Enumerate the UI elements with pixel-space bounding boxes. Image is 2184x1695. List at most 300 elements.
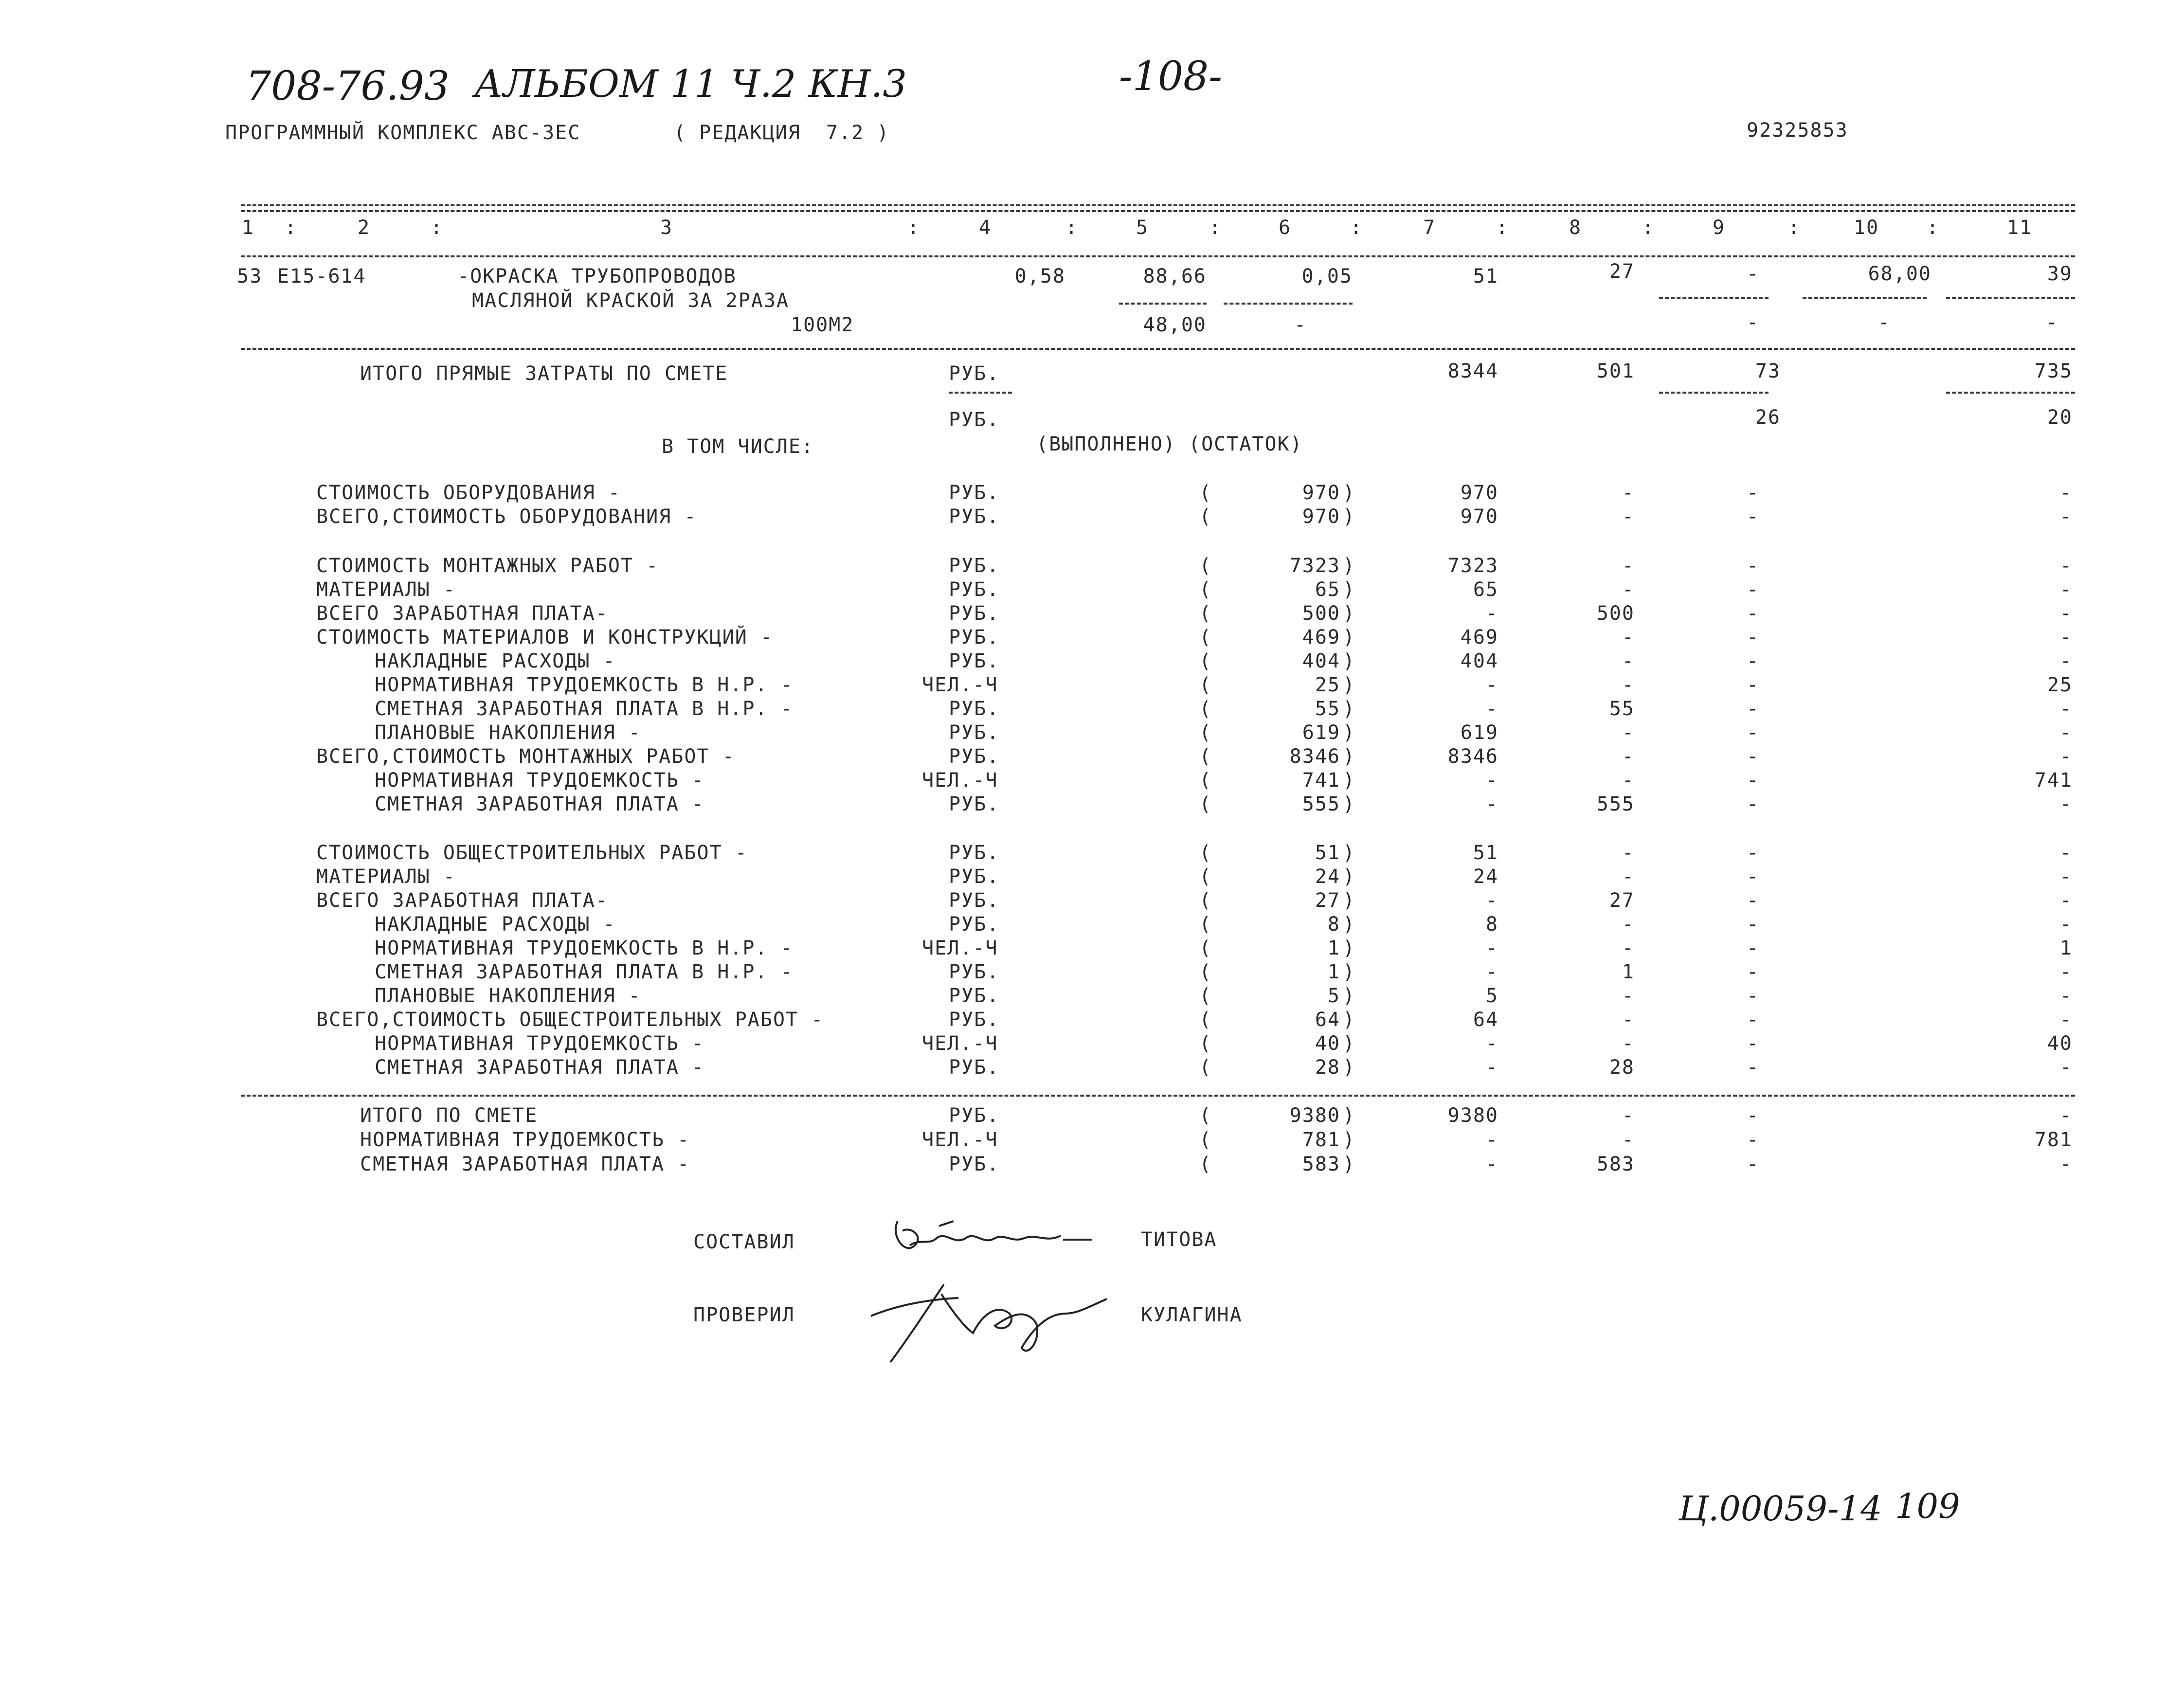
row-col8: - (1622, 937, 1635, 959)
paren-open: ( (1199, 1153, 1212, 1175)
column-number: 3 (660, 216, 673, 239)
paren-open: ( (1199, 1129, 1212, 1151)
row-col7: 9380 (1447, 1104, 1498, 1127)
column-separator: : (1065, 216, 1079, 239)
row-label: СМЕТНАЯ ЗАРАБОТНАЯ ПЛАТА - (375, 1056, 705, 1079)
row-col9: - (1747, 1104, 1760, 1127)
direct-costs-label: ИТОГО ПРЯМЫЕ ЗАТРАТЫ ПО СМЕТЕ (360, 362, 728, 385)
item-name-line1: -ОКРАСКА ТРУБОПРОВОДОВ (457, 265, 737, 288)
row-col11: - (2059, 505, 2073, 528)
row-col8: - (1622, 913, 1635, 936)
row-paren-value: 55 (1315, 698, 1340, 720)
done-rest-header: (ВЫПОЛНЕНО) (ОСТАТОК) (1036, 433, 1303, 455)
paren-open: ( (1199, 1104, 1212, 1127)
row-col11: - (2059, 866, 2073, 888)
column-separator: : (907, 216, 921, 239)
item-col7: 51 (1473, 265, 1498, 288)
row-paren-value: 8 (1327, 913, 1340, 936)
handwritten-code: 708-76.93 (246, 63, 450, 109)
row-col9: - (1747, 937, 1760, 959)
paren-close: ) (1343, 937, 1356, 959)
row-paren-value: 1 (1327, 961, 1340, 983)
paren-close: ) (1343, 1129, 1356, 1151)
row-col7: - (1485, 889, 1498, 912)
row-col9: - (1747, 650, 1760, 672)
paren-close: ) (1343, 769, 1356, 792)
item-quantity: 0,58 (1014, 265, 1065, 288)
paren-open: ( (1199, 698, 1212, 720)
paren-close: ) (1343, 1032, 1356, 1055)
row-label: СТОИМОСТЬ МАТЕРИАЛОВ И КОНСТРУКЦИЙ - (316, 626, 773, 649)
paren-open: ( (1199, 626, 1212, 649)
item-col11: 39 (2047, 263, 2073, 285)
row-col9: - (1747, 793, 1760, 815)
handwritten-footer-number: 109 (1895, 1486, 1960, 1526)
paren-close: ) (1343, 985, 1356, 1007)
row-unit: РУБ. (949, 505, 1000, 528)
row-col9: - (1747, 482, 1760, 504)
row-col11: - (2059, 889, 2073, 912)
row-paren-value: 970 (1302, 505, 1340, 528)
column-separator: : (1642, 216, 1655, 239)
row-col9: - (1747, 505, 1760, 528)
handwritten-footer-code: Ц.00059-14 (1679, 1489, 1882, 1529)
column-separator: : (1927, 216, 1940, 239)
row-paren-value: 469 (1302, 626, 1340, 649)
row-paren-value: 1 (1327, 937, 1340, 959)
row-col8: - (1622, 1009, 1635, 1031)
row-col8: 55 (1609, 698, 1635, 720)
row-paren-value: 781 (1302, 1129, 1340, 1151)
row-col11: - (2059, 1056, 2073, 1079)
row-col9: - (1747, 842, 1760, 864)
row-col9: - (1747, 1153, 1760, 1175)
row-label: НОРМАТИВНАЯ ТРУДОЕМКОСТЬ В Н.Р. - (375, 674, 794, 696)
paren-close: ) (1343, 913, 1356, 936)
row-col8: - (1622, 1032, 1635, 1055)
paren-open: ( (1199, 793, 1212, 815)
row-col7: 51 (1473, 842, 1498, 864)
row-col11: - (2059, 1153, 2073, 1175)
row-label: НОРМАТИВНАЯ ТРУДОЕМКОСТЬ - (360, 1129, 690, 1151)
row-col11: - (2059, 793, 2073, 815)
row-col7: - (1485, 602, 1498, 625)
row-col8: - (1622, 650, 1635, 672)
row-unit: ЧЕЛ.-Ч (922, 769, 998, 792)
row-unit: РУБ. (949, 555, 1000, 577)
paren-open: ( (1199, 650, 1212, 672)
row-col7: 65 (1473, 578, 1498, 601)
paren-close: ) (1343, 578, 1356, 601)
row-unit: РУБ. (949, 626, 1000, 649)
item-bottom-rule (241, 348, 2075, 350)
row-label: ВСЕГО,СТОИМОСТЬ ОБОРУДОВАНИЯ - (316, 505, 697, 528)
column-separator: : (1350, 216, 1363, 239)
item-col6: 0,05 (1301, 265, 1353, 288)
col11-divider (1946, 392, 2075, 394)
row-unit: РУБ. (949, 866, 1000, 888)
row-label: НОРМАТИВНАЯ ТРУДОЕМКОСТЬ В Н.Р. - (375, 937, 794, 959)
row-col7: 24 (1473, 866, 1498, 888)
paren-close: ) (1343, 602, 1356, 625)
paren-close: ) (1343, 698, 1356, 720)
row-col8: 27 (1609, 889, 1635, 912)
row-col8: - (1622, 866, 1635, 888)
column-number: 2 (358, 216, 371, 239)
row-paren-value: 555 (1302, 793, 1340, 815)
paren-open: ( (1199, 745, 1212, 768)
row-col8: - (1622, 578, 1635, 601)
item-col9: - (1747, 263, 1760, 285)
row-col9: - (1747, 961, 1760, 983)
row-unit: РУБ. (949, 1009, 1000, 1031)
composed-name: ТИТОВА (1141, 1228, 1217, 1251)
handwritten-album: АЛЬБОМ 11 Ч.2 КН.3 (474, 62, 907, 106)
item-number: 53 (237, 265, 263, 288)
row-col8: - (1622, 674, 1635, 696)
column-number: 8 (1569, 216, 1582, 239)
row-col11: 781 (2034, 1129, 2073, 1151)
item-col11-lower: - (2046, 311, 2059, 334)
item-col6-lower: - (1294, 314, 1307, 336)
paren-close: ) (1343, 1104, 1356, 1127)
row-label: СТОИМОСТЬ ОБОРУДОВАНИЯ - (316, 482, 621, 504)
direct-costs-col9: 73 (1755, 360, 1781, 382)
unit-divider (949, 392, 1012, 394)
row-col9: - (1747, 602, 1760, 625)
row-col7: - (1485, 674, 1498, 696)
row-unit: РУБ. (949, 889, 1000, 912)
paren-open: ( (1199, 842, 1212, 864)
direct-costs-col7: 8344 (1447, 360, 1498, 382)
row-col11: - (2059, 650, 2073, 672)
paren-open: ( (1199, 482, 1212, 504)
paren-open: ( (1199, 1056, 1212, 1079)
row-col11: - (2059, 626, 2073, 649)
row-paren-value: 7323 (1289, 555, 1340, 577)
handwritten-page-number: -108- (1119, 54, 1222, 100)
row-col8: - (1622, 1104, 1635, 1127)
row-col9: - (1747, 698, 1760, 720)
row-paren-value: 51 (1315, 842, 1340, 864)
program-edition: ( РЕДАКЦИЯ 7.2 ) (674, 122, 890, 144)
row-unit: ЧЕЛ.-Ч (922, 1032, 998, 1055)
direct-costs-unit-2: РУБ. (949, 409, 1000, 431)
row-col7: - (1485, 793, 1498, 815)
row-col8: - (1622, 505, 1635, 528)
item-col10-lower: - (1878, 311, 1891, 334)
row-col11: - (2059, 555, 2073, 577)
column-number: 1 (242, 216, 255, 239)
paren-close: ) (1343, 650, 1356, 672)
paren-open: ( (1199, 1032, 1212, 1055)
row-col11: - (2059, 482, 2073, 504)
paren-close: ) (1343, 674, 1356, 696)
column-number: 4 (979, 216, 992, 239)
row-paren-value: 970 (1302, 482, 1340, 504)
row-label: СМЕТНАЯ ЗАРАБОТНАЯ ПЛАТА В Н.Р. - (375, 961, 794, 983)
paren-close: ) (1343, 1056, 1356, 1079)
row-col7: - (1485, 1032, 1498, 1055)
row-unit: РУБ. (949, 1104, 1000, 1127)
row-unit: РУБ. (949, 745, 1000, 768)
direct-costs-col8: 501 (1596, 360, 1635, 382)
row-col8: 500 (1596, 602, 1635, 625)
direct-costs-col11: 735 (2034, 360, 2073, 382)
direct-costs-unit: РУБ. (949, 362, 1000, 385)
row-col11: 741 (2034, 769, 2073, 792)
paren-close: ) (1343, 889, 1356, 912)
row-col11: - (2059, 721, 2073, 744)
row-col7: - (1485, 698, 1498, 720)
row-paren-value: 24 (1315, 866, 1340, 888)
row-col8: - (1622, 555, 1635, 577)
paren-open: ( (1199, 505, 1212, 528)
final-top-rule (241, 1095, 2075, 1097)
column-number: 6 (1279, 216, 1292, 239)
item-divider (1659, 297, 1769, 299)
row-col7: - (1485, 1129, 1498, 1151)
row-col11: - (2059, 1009, 2073, 1031)
row-col11: - (2059, 985, 2073, 1007)
row-label: НОРМАТИВНАЯ ТРУДОЕМКОСТЬ - (375, 1032, 705, 1055)
row-label: МАТЕРИАЛЫ - (316, 866, 456, 888)
row-paren-value: 65 (1315, 578, 1340, 601)
checked-name: КУЛАГИНА (1141, 1304, 1243, 1326)
row-label: СМЕТНАЯ ЗАРАБОТНАЯ ПЛАТА В Н.Р. - (375, 698, 794, 720)
paren-close: ) (1343, 1009, 1356, 1031)
row-col8: 555 (1596, 793, 1635, 815)
column-number: 7 (1423, 216, 1436, 239)
row-col9: - (1747, 1032, 1760, 1055)
paren-open: ( (1199, 1009, 1212, 1031)
paren-close: ) (1343, 505, 1356, 528)
paren-open: ( (1199, 578, 1212, 601)
row-unit: РУБ. (949, 793, 1000, 815)
row-label: СТОИМОСТЬ ОБЩЕСТРОИТЕЛЬНЫХ РАБОТ - (316, 842, 748, 864)
row-col9: - (1747, 555, 1760, 577)
row-label: ПЛАНОВЫЕ НАКОПЛЕНИЯ - (375, 721, 641, 744)
item-col10: 68,00 (1868, 263, 1931, 285)
row-col11: - (2059, 961, 2073, 983)
item-col9-lower: - (1747, 311, 1760, 334)
row-col9: - (1747, 745, 1760, 768)
row-unit: РУБ. (949, 602, 1000, 625)
column-number: 5 (1136, 216, 1149, 239)
row-col8: - (1622, 721, 1635, 744)
row-col8: 583 (1596, 1153, 1635, 1175)
row-col7: 5 (1485, 985, 1498, 1007)
item-col8: 27 (1609, 260, 1635, 283)
row-col7: 8 (1485, 913, 1498, 936)
row-unit: РУБ. (949, 842, 1000, 864)
paren-open: ( (1199, 769, 1212, 792)
item-divider (1946, 297, 2075, 299)
paren-close: ) (1343, 1153, 1356, 1175)
row-col8: - (1622, 1129, 1635, 1151)
row-col9: - (1747, 985, 1760, 1007)
col9-divider (1659, 392, 1769, 394)
row-unit: РУБ. (949, 961, 1000, 983)
row-col7: - (1485, 769, 1498, 792)
row-col7: - (1485, 1056, 1498, 1079)
paren-open: ( (1199, 721, 1212, 744)
row-label: МАТЕРИАЛЫ - (316, 578, 456, 601)
column-separator: : (1788, 216, 1801, 239)
row-col8: 1 (1622, 961, 1635, 983)
row-unit: ЧЕЛ.-Ч (922, 674, 998, 696)
row-col9: - (1747, 578, 1760, 601)
row-label: ПЛАНОВЫЕ НАКОПЛЕНИЯ - (375, 985, 641, 1007)
paren-close: ) (1343, 961, 1356, 983)
column-number: 9 (1713, 216, 1726, 239)
row-col7: 404 (1460, 650, 1498, 672)
row-label: НАКЛАДНЫЕ РАСХОДЫ - (375, 650, 616, 672)
column-separator: : (431, 216, 444, 239)
item-divider (1224, 303, 1353, 305)
row-col9: - (1747, 913, 1760, 936)
row-col11: - (2059, 842, 2073, 864)
row-col7: 8346 (1447, 745, 1498, 768)
row-col7: 619 (1460, 721, 1498, 744)
row-paren-value: 500 (1302, 602, 1340, 625)
item-unit: 100М2 (791, 314, 854, 336)
row-label: ВСЕГО ЗАРАБОТНАЯ ПЛАТА- (316, 602, 608, 625)
item-divider (1803, 297, 1927, 299)
row-col11: - (2059, 913, 2073, 936)
row-col9: - (1747, 674, 1760, 696)
row-paren-value: 8346 (1289, 745, 1340, 768)
row-unit: РУБ. (949, 698, 1000, 720)
row-col8: - (1622, 482, 1635, 504)
paren-close: ) (1343, 482, 1356, 504)
row-col8: - (1622, 745, 1635, 768)
row-paren-value: 28 (1315, 1056, 1340, 1079)
row-label: СМЕТНАЯ ЗАРАБОТНАЯ ПЛАТА - (360, 1153, 690, 1175)
row-col8: - (1622, 626, 1635, 649)
row-col9: - (1747, 769, 1760, 792)
direct-costs-col11-lower: 20 (2047, 406, 2073, 429)
item-code: E15-614 (277, 265, 366, 288)
row-col7: 469 (1460, 626, 1498, 649)
row-col7: 970 (1460, 505, 1498, 528)
composed-label: СОСТАВИЛ (693, 1231, 795, 1253)
row-col9: - (1747, 1129, 1760, 1151)
paren-close: ) (1343, 626, 1356, 649)
including-label: В ТОМ ЧИСЛЕ: (662, 435, 814, 458)
paren-close: ) (1343, 842, 1356, 864)
header-top-rule-2 (241, 210, 2075, 212)
row-col11: - (2059, 602, 2073, 625)
item-name-line2: МАСЛЯНОЙ КРАСКОЙ ЗА 2РАЗА (472, 289, 790, 312)
row-label: ВСЕГО ЗАРАБОТНАЯ ПЛАТА- (316, 889, 608, 912)
row-paren-value: 404 (1302, 650, 1340, 672)
paren-open: ( (1199, 889, 1212, 912)
row-col11: 40 (2047, 1032, 2073, 1055)
row-unit: РУБ. (949, 1056, 1000, 1079)
header-bottom-rule (241, 255, 2075, 257)
row-col9: - (1747, 626, 1760, 649)
row-col9: - (1747, 889, 1760, 912)
item-divider (1119, 303, 1207, 305)
row-col7: 7323 (1447, 555, 1498, 577)
row-col7: - (1485, 1153, 1498, 1175)
row-col9: - (1747, 866, 1760, 888)
paren-close: ) (1343, 555, 1356, 577)
column-number: 11 (2007, 216, 2033, 239)
row-col8: 28 (1609, 1056, 1635, 1079)
row-col11: - (2059, 578, 2073, 601)
row-label: ВСЕГО,СТОИМОСТЬ ОБЩЕСТРОИТЕЛЬНЫХ РАБОТ - (316, 1009, 824, 1031)
column-separator: : (1209, 216, 1222, 239)
row-unit: РУБ. (949, 482, 1000, 504)
row-label: СТОИМОСТЬ МОНТАЖНЫХ РАБОТ - (316, 555, 659, 577)
row-unit: ЧЕЛ.-Ч (922, 1129, 998, 1151)
paren-close: ) (1343, 721, 1356, 744)
row-unit: ЧЕЛ.-Ч (922, 937, 998, 959)
row-paren-value: 619 (1302, 721, 1340, 744)
row-label: ВСЕГО,СТОИМОСТЬ МОНТАЖНЫХ РАБОТ - (316, 745, 735, 768)
row-unit: РУБ. (949, 578, 1000, 601)
header-top-rule (241, 204, 2075, 206)
row-paren-value: 64 (1315, 1009, 1340, 1031)
item-col5: 88,66 (1143, 265, 1207, 288)
row-col11: - (2059, 745, 2073, 768)
paren-open: ( (1199, 961, 1212, 983)
paren-close: ) (1343, 745, 1356, 768)
paren-open: ( (1199, 555, 1212, 577)
row-unit: РУБ. (949, 650, 1000, 672)
row-unit: РУБ. (949, 985, 1000, 1007)
row-col11: - (2059, 698, 2073, 720)
row-col8: - (1622, 985, 1635, 1007)
row-col7: - (1485, 961, 1498, 983)
row-col7: 970 (1460, 482, 1498, 504)
row-unit: РУБ. (949, 913, 1000, 936)
row-col11: - (2059, 1104, 2073, 1127)
checked-label: ПРОВЕРИЛ (693, 1304, 795, 1326)
row-col7: - (1485, 937, 1498, 959)
row-paren-value: 5 (1327, 985, 1340, 1007)
row-paren-value: 583 (1302, 1153, 1340, 1175)
paren-close: ) (1343, 866, 1356, 888)
column-number: 10 (1854, 216, 1879, 239)
row-col9: - (1747, 1056, 1760, 1079)
paren-close: ) (1343, 793, 1356, 815)
row-unit: РУБ. (949, 1153, 1000, 1175)
paren-open: ( (1199, 985, 1212, 1007)
row-unit: РУБ. (949, 721, 1000, 744)
row-col8: - (1622, 769, 1635, 792)
row-col8: - (1622, 842, 1635, 864)
paren-open: ( (1199, 602, 1212, 625)
paren-open: ( (1199, 866, 1212, 888)
row-paren-value: 9380 (1289, 1104, 1340, 1127)
item-col5-lower: 48,00 (1143, 314, 1207, 336)
program-name: ПРОГРАММНЫЙ КОМПЛЕКС АВС-ЗЕС (225, 122, 581, 144)
row-paren-value: 27 (1315, 889, 1340, 912)
row-col7: 64 (1473, 1009, 1498, 1031)
row-col11: 1 (2059, 937, 2073, 959)
direct-costs-col9-lower: 26 (1755, 406, 1781, 429)
row-label: ИТОГО ПО СМЕТЕ (360, 1104, 538, 1127)
row-col11: 25 (2047, 674, 2073, 696)
column-separator: : (1496, 216, 1509, 239)
document-number: 92325853 (1747, 119, 1848, 142)
row-label: НОРМАТИВНАЯ ТРУДОЕМКОСТЬ - (375, 769, 705, 792)
paren-open: ( (1199, 937, 1212, 959)
paren-open: ( (1199, 674, 1212, 696)
